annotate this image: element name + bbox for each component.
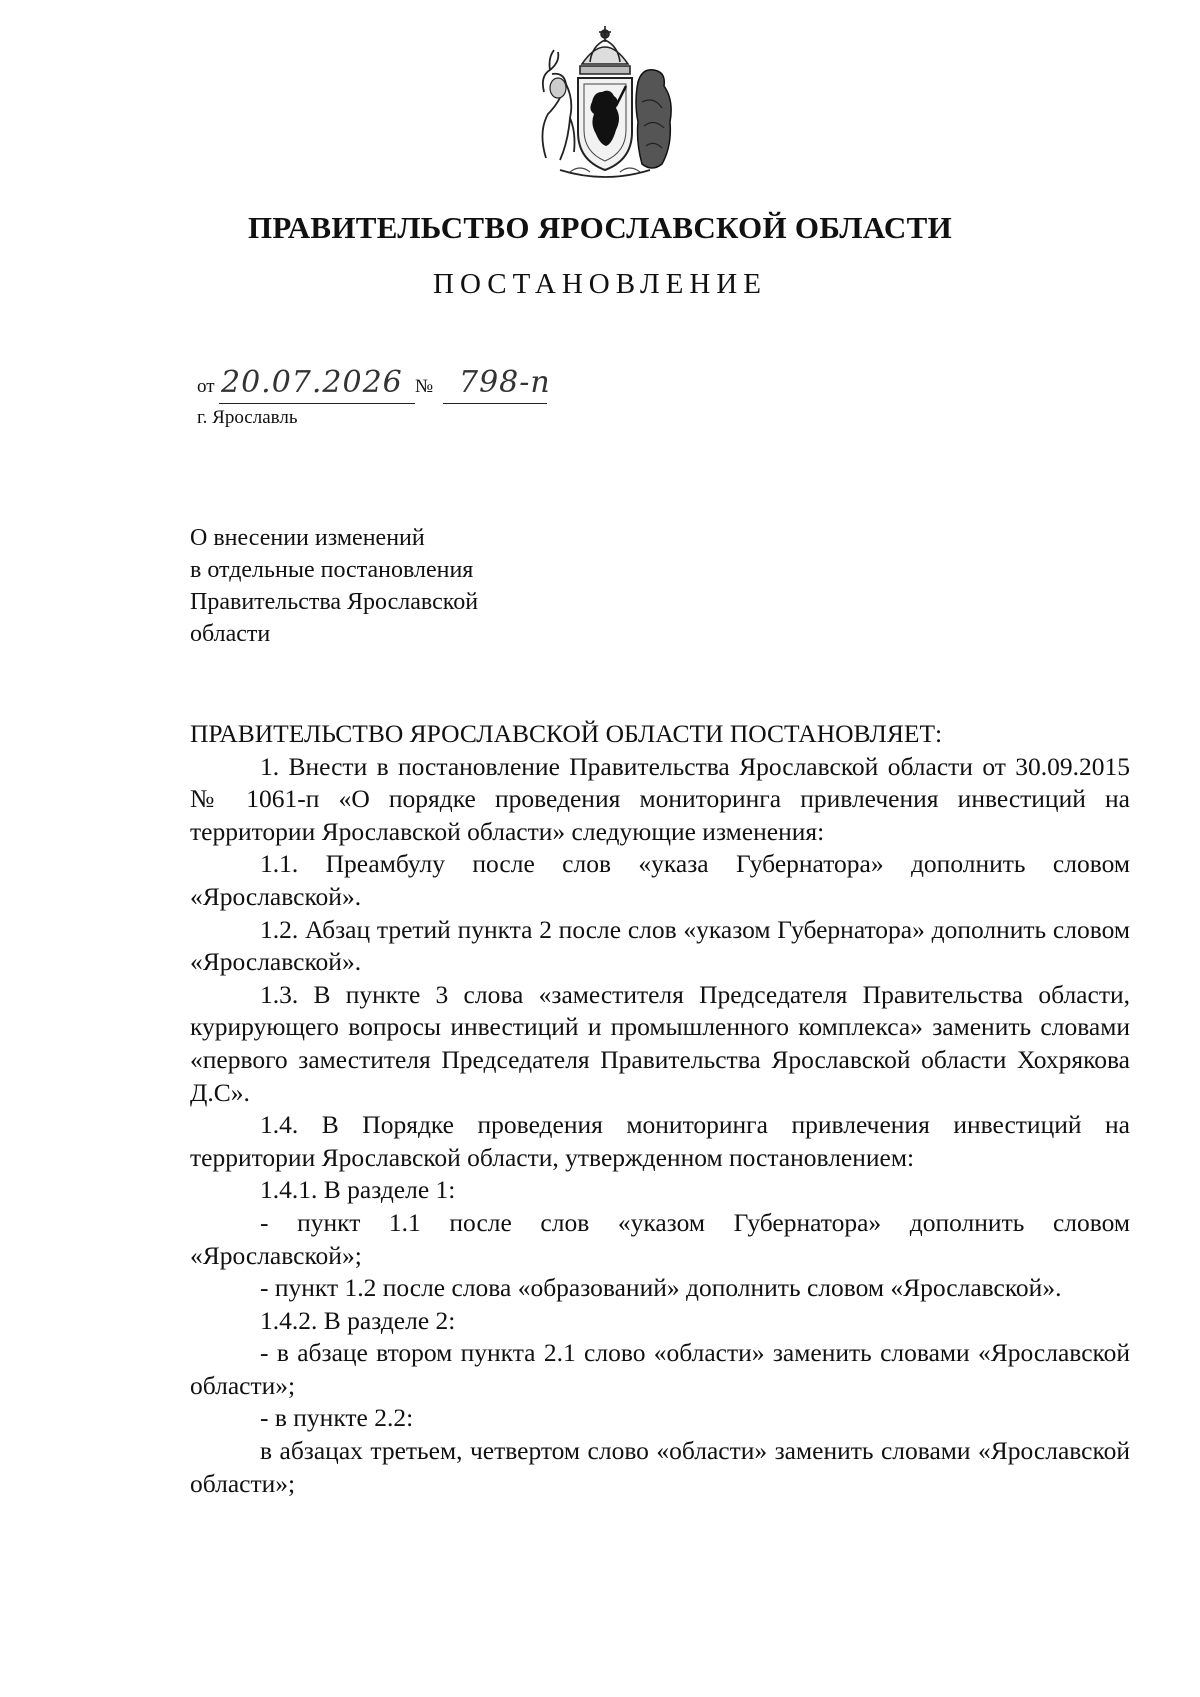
- paragraph-1-4-2-a: - в абзаце втором пункта 2.1 слово «области» заменить словами «Ярославской области»;: [190, 1338, 1130, 1400]
- document-type-title: ПОСТАНОВЛЕНИЕ: [433, 268, 767, 300]
- document-subject: [190, 522, 478, 650]
- paragraph-1-2: 1.2. Абзац третий пункта 2 после слов «указом Губернатора» дополнить словом «Ярославской».: [190, 914, 1130, 977]
- number-underline: [443, 403, 547, 404]
- date-underline: [219, 403, 415, 404]
- date-from-label: от: [197, 376, 215, 397]
- document-body: [190, 718, 1130, 1500]
- organization-title: ПРАВИТЕЛЬСТВО ЯРОСЛАВСКОЙ ОБЛАСТИ: [248, 210, 952, 245]
- paragraph-1-4-2-c: в абзацах третьем, четвертом слово «области» заменить словами «Ярославской области»;: [190, 1436, 1130, 1498]
- paragraph-1-3: 1.3. В пункте 3 слова «заместителя Председателя Правительства области, курирующего вопросы инвестиций и промышленного комплекса» заменить словами «первого заместителя Председателя Правительства Ярославской области Хохрякова Д.С».: [190, 979, 1130, 1107]
- paragraph-1-4-1: 1.4.1. В разделе 1:: [260, 1175, 456, 1205]
- paragraph-1-4-1-b: - пункт 1.2 после слова «образований» дополнить словом «Ярославской».: [260, 1273, 1062, 1303]
- resolution-intro: ПРАВИТЕЛЬСТВО ЯРОСЛАВСКОЙ ОБЛАСТИ ПОСТАНОВЛЯЕТ:: [190, 719, 943, 748]
- paragraph-1-4-1-a: - пункт 1.1 после слов «указом Губернатора» дополнить словом «Ярославской»;: [190, 1207, 1130, 1270]
- subject-line: О внесении изменений: [190, 525, 425, 551]
- city-label: г. Ярославль: [197, 407, 298, 428]
- subject-line: области: [190, 621, 271, 647]
- handwritten-number: 798-п: [459, 365, 551, 400]
- paragraph-1: 1. Внести в постановление Правительства Ярославской области от 30.09.2015 № 1061-п «О порядке проведения мониторинга привлечения инвестиций на территории Ярославской области» следующие изменения:: [190, 751, 1130, 846]
- handwritten-date: 20.07.2026: [221, 365, 403, 400]
- number-label: №: [415, 376, 434, 397]
- paragraph-1-4: 1.4. В Порядке проведения мониторинга привлечения инвестиций на территории Ярославской области, утвержденном постановлением:: [190, 1110, 1130, 1172]
- subject-line: Правительства Ярославской: [190, 589, 479, 615]
- paragraph-1-4-2-b: - в пункте 2.2:: [260, 1403, 414, 1433]
- paragraph-1-4-2: 1.4.2. В разделе 2:: [260, 1305, 456, 1335]
- subject-line: в отдельные постановления: [190, 557, 474, 583]
- paragraph-1-1: 1.1. Преамбулу после слов «указа Губернатора» дополнить словом «Ярославской».: [190, 849, 1130, 911]
- date-number-line: [197, 364, 577, 404]
- coat-of-arms-emblem: [530, 22, 680, 182]
